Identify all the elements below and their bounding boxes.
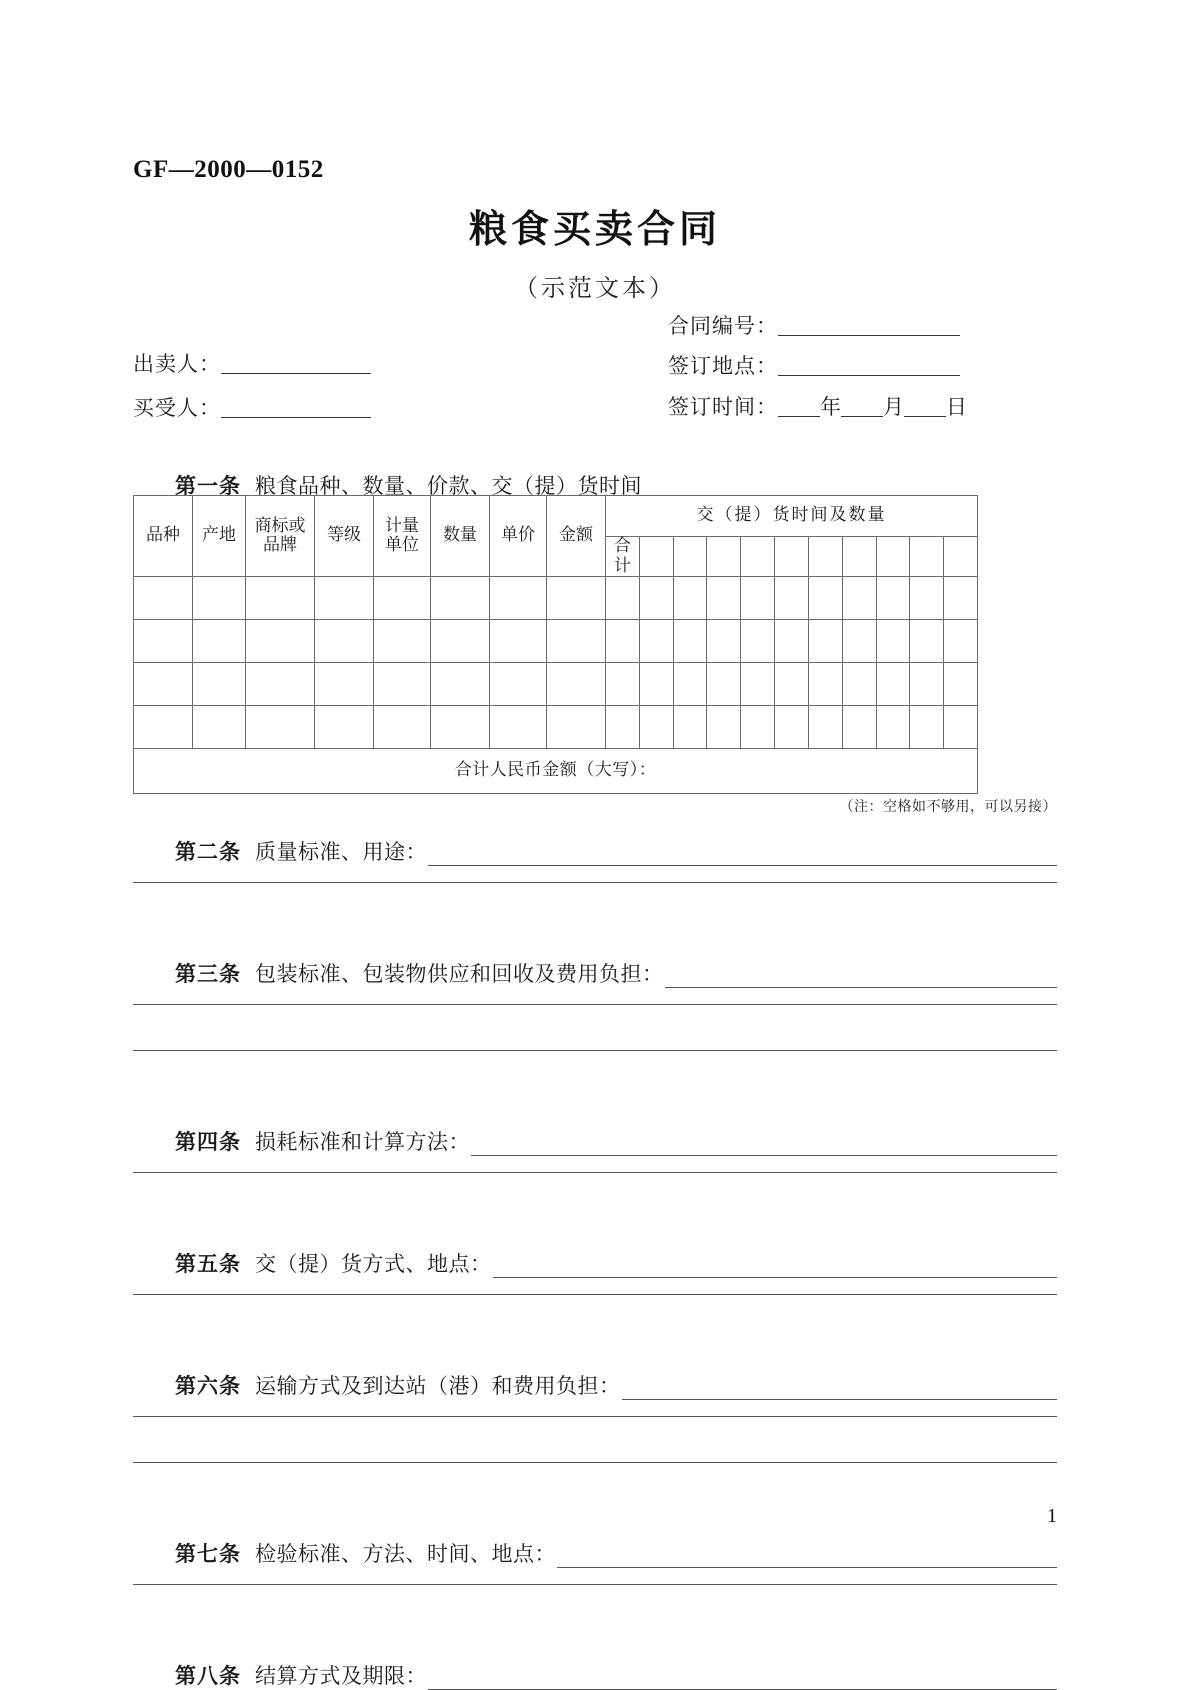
table-cell[interactable] [134,663,193,706]
delivery-slot-header-1 [639,537,673,577]
table-cell[interactable] [944,663,978,706]
article-title: 包装标准、包装物供应和回收及费用负担： [255,962,664,986]
table-cell[interactable] [431,620,490,663]
article-answer-input[interactable] [428,1669,1057,1690]
goods-table-head [134,496,978,577]
delivery-slot-header-5 [775,537,809,577]
table-cell[interactable] [639,663,673,706]
delivery-group-header: 交（提）货时间及数量 [606,496,978,537]
table-cell[interactable] [741,663,775,706]
goods-table [133,495,978,794]
document-title: 粮食买卖合同 [468,206,721,251]
table-cell[interactable] [707,620,741,663]
table-cell[interactable] [315,706,374,749]
contract-number-field [668,310,960,340]
seller-label: 出卖人： [133,352,221,376]
table-cell[interactable] [374,663,431,706]
article-answer-input[interactable] [428,845,1057,866]
table-cell[interactable] [374,577,431,620]
buyer-input[interactable] [221,398,371,418]
table-cell[interactable] [490,620,547,663]
table-cell[interactable] [876,577,910,620]
table-cell[interactable] [193,663,246,706]
article-answer-input[interactable] [622,1379,1058,1400]
article-number: 第五条 [175,1251,241,1276]
article-answer-line[interactable] [133,1050,1057,1051]
delivery-slot-header-10 [944,537,978,577]
table-cell[interactable] [134,620,193,663]
article-answer-input[interactable] [493,1257,1058,1278]
table-cell[interactable] [315,663,374,706]
table-cell[interactable] [944,577,978,620]
table-cell[interactable] [944,706,978,749]
table-cell[interactable] [431,663,490,706]
table-cell[interactable] [673,620,707,663]
table-cell[interactable] [374,620,431,663]
table-cell[interactable] [842,577,876,620]
goods-table-foot [134,749,978,794]
table-cell[interactable] [673,577,707,620]
table-cell[interactable] [842,706,876,749]
sign-place-field [668,350,960,380]
table-cell[interactable] [606,663,640,706]
table-cell[interactable] [944,620,978,663]
table-cell[interactable] [741,620,775,663]
table-cell[interactable] [193,577,246,620]
table-cell[interactable] [193,706,246,749]
table-row [134,620,978,663]
article-answer-line[interactable] [133,1294,1057,1295]
day-unit-label: 日 [946,395,967,419]
delivery-slot-header-3 [707,537,741,577]
article-heading-5 [175,1248,1057,1278]
table-cell[interactable] [246,663,315,706]
goods-table-body [134,577,978,749]
article-answer-line[interactable] [133,1462,1057,1463]
delivery-slot-header-9 [910,537,944,577]
sign-place-label: 签订地点： [668,354,778,378]
column-header-7: 单价 [490,496,547,577]
sign-place-input[interactable] [778,356,960,376]
table-cell[interactable] [775,706,809,749]
table-cell[interactable] [134,577,193,620]
article-title: 质量标准、用途： [255,840,427,864]
table-cell[interactable] [808,663,842,706]
article-heading-7 [175,1538,1057,1568]
table-cell[interactable] [775,663,809,706]
table-cell[interactable] [193,620,246,663]
month-unit-label: 月 [883,395,904,419]
article-number: 第四条 [175,1129,241,1154]
table-cell[interactable] [315,620,374,663]
article-answer-line[interactable] [133,1584,1057,1585]
seller-field [133,348,371,378]
seller-input[interactable] [221,354,371,374]
table-cell[interactable] [490,577,547,620]
document-subtitle: （示范文本） [514,274,676,302]
document-code: GF—2000—0152 [133,156,324,183]
table-cell[interactable] [431,577,490,620]
goods-table-header-row [134,496,978,537]
delivery-slot-header-7 [842,537,876,577]
table-cell[interactable] [673,706,707,749]
article-number: 第二条 [175,839,241,864]
table-cell[interactable] [490,706,547,749]
table-cell[interactable] [808,620,842,663]
table-cell[interactable] [547,620,606,663]
table-cell[interactable] [606,706,640,749]
table-cell[interactable] [431,706,490,749]
table-cell[interactable] [910,577,944,620]
table-cell[interactable] [246,620,315,663]
table-cell[interactable] [547,577,606,620]
article-title: 交（提）货方式、地点： [255,1252,492,1276]
total-amount-row [134,749,978,794]
table-cell[interactable] [134,706,193,749]
table-cell[interactable] [876,663,910,706]
column-header-8: 金额 [547,496,606,577]
table-cell[interactable] [707,706,741,749]
table-cell[interactable] [808,706,842,749]
total-amount-label[interactable]: 合计人民币金额（大写）： [134,749,978,794]
table-cell[interactable] [639,620,673,663]
table-cell[interactable] [490,663,547,706]
table-cell[interactable] [374,706,431,749]
table-cell[interactable] [876,706,910,749]
delivery-slot-header-6 [808,537,842,577]
article-title: 检验标准、方法、时间、地点： [255,1542,556,1566]
article-number: 第八条 [175,1663,241,1688]
table-cell[interactable] [673,663,707,706]
delivery-subtotal-header: 合计 [606,537,640,577]
article-number: 第六条 [175,1373,241,1398]
table-row [134,706,978,749]
column-header-2: 产地 [193,496,246,577]
column-header-6: 数量 [431,496,490,577]
table-cell[interactable] [775,577,809,620]
article-answer-line[interactable] [133,882,1057,883]
table-cell[interactable] [246,577,315,620]
contract-number-label: 合同编号： [668,314,778,338]
table-cell[interactable] [842,620,876,663]
table-cell[interactable] [910,663,944,706]
table-cell[interactable] [842,663,876,706]
buyer-field [133,392,371,422]
article-heading-4 [175,1126,1057,1156]
article-title: 损耗标准和计算方法： [255,1130,470,1154]
table-row [134,577,978,620]
column-header-4: 等级 [315,496,374,577]
table-cell[interactable] [910,620,944,663]
article-heading-3 [175,958,1057,988]
sign-time-label: 签订时间： [668,395,778,419]
article-one-title: 粮食品种、数量、价款、交（提）货时间 [255,474,642,498]
table-cell[interactable] [741,577,775,620]
goods-table-wrapper [133,495,978,794]
table-cell[interactable] [639,577,673,620]
article-number: 第七条 [175,1541,241,1566]
table-cell[interactable] [606,620,640,663]
delivery-slot-header-2 [673,537,707,577]
column-header-5: 计量 单位 [374,496,431,577]
table-cell[interactable] [246,706,315,749]
table-cell[interactable] [707,663,741,706]
table-cell[interactable] [775,620,809,663]
article-heading-8 [175,1660,1057,1690]
table-cell[interactable] [547,663,606,706]
table-cell[interactable] [876,620,910,663]
article-heading-6 [175,1370,1057,1400]
table-cell[interactable] [639,706,673,749]
contract-number-input[interactable] [778,316,960,336]
table-cell[interactable] [707,577,741,620]
article-number: 第三条 [175,961,241,986]
article-answer-line[interactable] [133,1172,1057,1173]
article-answer-input[interactable] [471,1135,1057,1156]
buyer-label: 买受人： [133,396,221,420]
article-answer-input[interactable] [557,1547,1057,1568]
sign-day-input[interactable] [904,397,946,417]
article-title: 运输方式及到达站（港）和费用负担： [255,1374,621,1398]
article-answer-input[interactable] [665,967,1058,988]
article-answer-line[interactable] [133,1004,1057,1005]
table-cell[interactable] [741,706,775,749]
table-cell[interactable] [315,577,374,620]
year-unit-label: 年 [820,395,841,419]
delivery-slot-header-4 [741,537,775,577]
table-cell[interactable] [547,706,606,749]
table-cell[interactable] [808,577,842,620]
sign-month-input[interactable] [841,397,883,417]
table-row [134,663,978,706]
article-answer-line[interactable] [133,1416,1057,1417]
article-one-number: 第一条 [175,473,241,498]
page-number: 1 [1047,1505,1057,1527]
table-cell[interactable] [910,706,944,749]
table-cell[interactable] [606,577,640,620]
article-heading-2 [175,836,1057,866]
column-header-1: 品种 [134,496,193,577]
column-header-3: 商标或 品牌 [246,496,315,577]
sign-time-field [668,391,967,421]
delivery-slot-header-8 [876,537,910,577]
article-title: 结算方式及期限： [255,1664,427,1688]
sign-year-input[interactable] [778,397,820,417]
table-note: （注：空格如不够用，可以另接） [839,799,1057,815]
